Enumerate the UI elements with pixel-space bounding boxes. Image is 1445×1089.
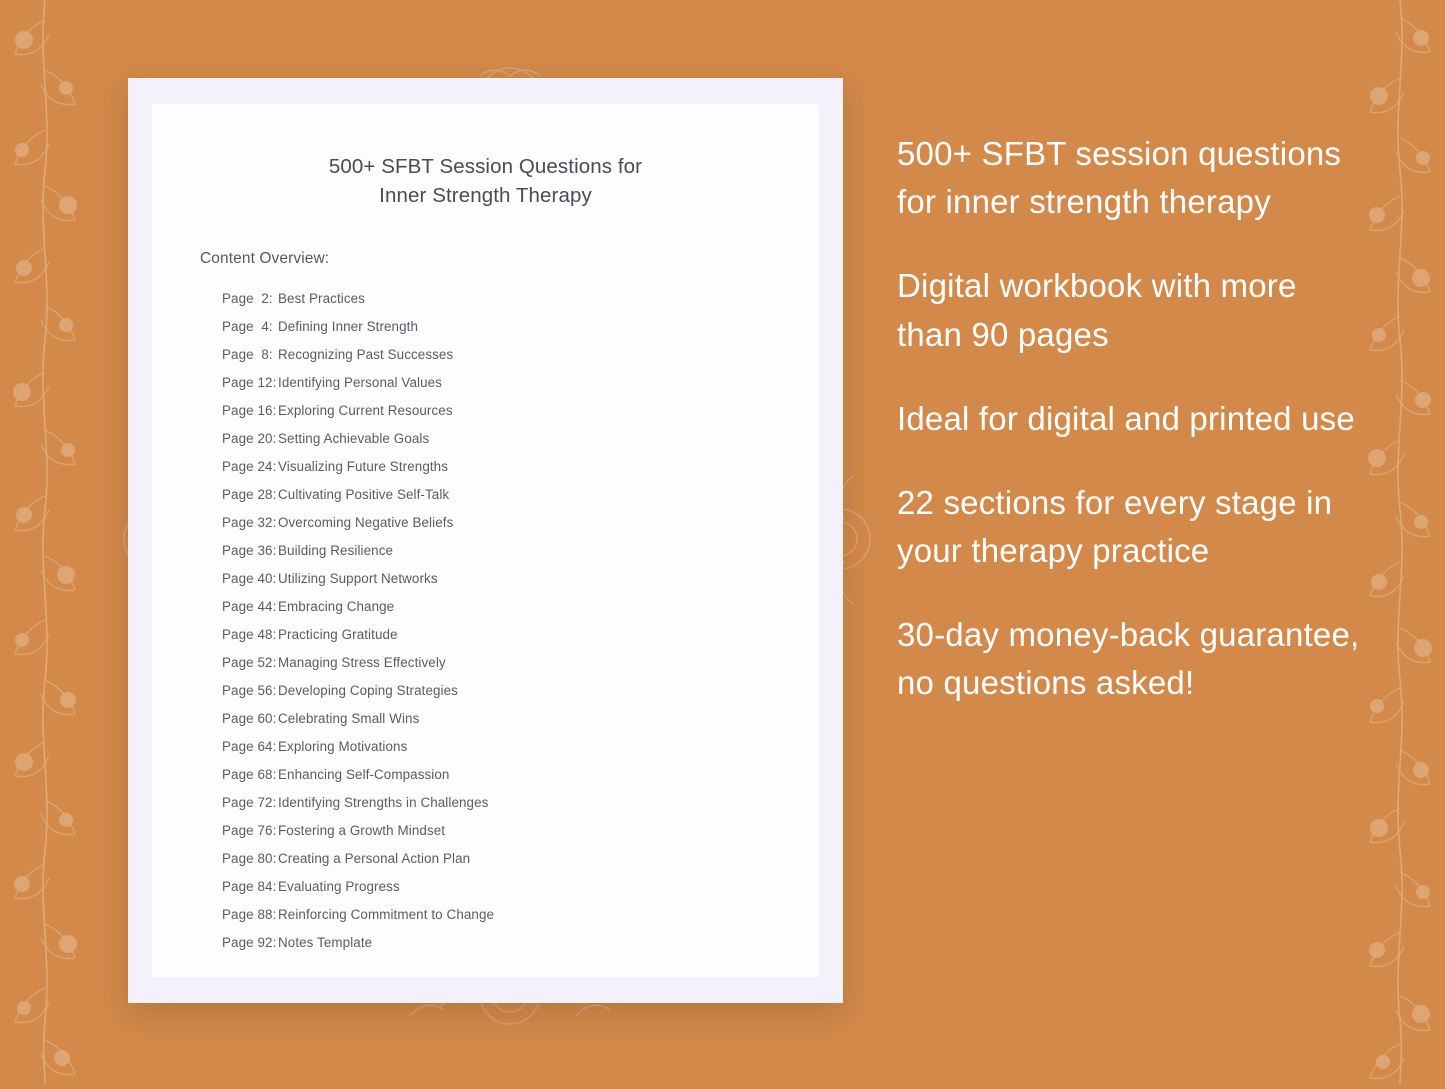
- toc-section-label: Exploring Current Resources: [278, 402, 453, 418]
- table-of-contents: [152, 284, 819, 956]
- floral-border-right: [1355, 0, 1445, 1084]
- toc-section-label: Exploring Motivations: [278, 738, 408, 754]
- toc-page-number: Page 40:: [222, 570, 277, 586]
- toc-row: [222, 592, 819, 620]
- page-title: [152, 104, 819, 210]
- toc-row: [222, 340, 819, 368]
- page-title-line-1: 500+ SFBT Session Questions for: [328, 155, 643, 178]
- toc-row: [222, 788, 819, 816]
- toc-row: [222, 676, 819, 704]
- marketing-copy: [897, 130, 1367, 708]
- toc-section-label: Best Practices: [278, 290, 365, 306]
- toc-row: [222, 508, 819, 536]
- toc-section-label: Developing Coping Strategies: [278, 682, 458, 698]
- toc-page-number: Page 2:: [222, 290, 273, 306]
- marketing-copy-block: Digital workbook with more than 90 pages: [897, 267, 1297, 353]
- marketing-copy-block: 500+ SFBT session questions for inner strength therapy: [897, 135, 1342, 221]
- document-page-inner: [152, 104, 819, 977]
- toc-row: [222, 844, 819, 872]
- toc-section-label: Recognizing Past Successes: [278, 346, 454, 362]
- toc-page-number: Page 72:: [222, 794, 277, 810]
- toc-row: [222, 760, 819, 788]
- toc-section-label: Celebrating Small Wins: [278, 710, 420, 726]
- toc-section-label: Reinforcing Commitment to Change: [278, 906, 495, 922]
- toc-section-label: Overcoming Negative Beliefs: [278, 514, 454, 530]
- toc-page-number: Page 80:: [222, 850, 277, 866]
- toc-section-label: Defining Inner Strength: [278, 318, 419, 334]
- toc-row: [222, 452, 819, 480]
- floral-border-left: [0, 0, 90, 1084]
- toc-page-number: Page 76:: [222, 822, 277, 838]
- toc-section-label: Evaluating Progress: [278, 878, 400, 894]
- toc-row: [222, 900, 819, 928]
- toc-page-number: Page 88:: [222, 906, 277, 922]
- content-overview-label: Content Overview:: [200, 250, 330, 268]
- toc-page-number: Page 36:: [222, 542, 277, 558]
- toc-row: [222, 928, 819, 956]
- toc-row: [222, 424, 819, 452]
- toc-page-number: Page 16:: [222, 402, 277, 418]
- toc-row: [222, 396, 819, 424]
- toc-section-label: Identifying Strengths in Challenges: [278, 794, 489, 810]
- toc-row: [222, 704, 819, 732]
- toc-page-number: Page 84:: [222, 878, 277, 894]
- toc-section-label: Setting Achievable Goals: [278, 430, 430, 446]
- toc-page-number: Page 12:: [222, 374, 277, 390]
- toc-row: [222, 368, 819, 396]
- toc-page-number: Page 44:: [222, 598, 277, 614]
- toc-page-number: Page 8:: [222, 346, 273, 362]
- toc-row: [222, 620, 819, 648]
- toc-page-number: Page 52:: [222, 654, 277, 670]
- toc-page-number: Page 24:: [222, 458, 277, 474]
- toc-row: [222, 536, 819, 564]
- toc-page-number: Page 60:: [222, 710, 277, 726]
- toc-section-label: Fostering a Growth Mindset: [278, 822, 446, 838]
- toc-page-number: Page 32:: [222, 514, 277, 530]
- document-preview-page: [128, 78, 843, 1003]
- toc-section-label: Cultivating Positive Self-Talk: [278, 486, 450, 502]
- toc-page-number: Page 28:: [222, 486, 277, 502]
- toc-section-label: Identifying Personal Values: [278, 374, 442, 390]
- toc-row: [222, 732, 819, 760]
- toc-page-number: Page 68:: [222, 766, 277, 782]
- marketing-copy-block: Ideal for digital and printed use: [897, 399, 1355, 437]
- toc-section-label: Creating a Personal Action Plan: [278, 850, 471, 866]
- toc-section-label: Notes Template: [278, 934, 373, 950]
- toc-row: [222, 872, 819, 900]
- toc-page-number: Page 64:: [222, 738, 277, 754]
- toc-page-number: Page 4:: [222, 318, 273, 334]
- toc-row: [222, 564, 819, 592]
- toc-row: [222, 312, 819, 340]
- toc-section-label: Practicing Gratitude: [278, 626, 398, 642]
- toc-page-number: Page 56:: [222, 682, 277, 698]
- toc-section-label: Managing Stress Effectively: [278, 654, 446, 670]
- floral-vine-icon: [1355, 0, 1445, 1084]
- toc-row: [222, 648, 819, 676]
- toc-section-label: Visualizing Future Strengths: [278, 458, 449, 474]
- toc-section-label: Building Resilience: [278, 542, 394, 558]
- toc-page-number: Page 92:: [222, 934, 277, 950]
- toc-page-number: Page 20:: [222, 430, 277, 446]
- toc-row: [222, 816, 819, 844]
- toc-section-label: Enhancing Self-Compassion: [278, 766, 450, 782]
- page-title-line-2: Inner Strength Therapy: [379, 184, 592, 208]
- toc-page-number: Page 48:: [222, 626, 277, 642]
- toc-row: [222, 480, 819, 508]
- marketing-copy-block: 30-day money-back guarantee, no questions asked!: [897, 616, 1360, 702]
- toc-row: [222, 284, 819, 312]
- marketing-copy-block: 22 sections for every stage in your therapy practice: [897, 483, 1333, 570]
- toc-section-label: Embracing Change: [278, 598, 395, 614]
- floral-vine-icon: [0, 0, 90, 1084]
- toc-section-label: Utilizing Support Networks: [278, 570, 438, 586]
